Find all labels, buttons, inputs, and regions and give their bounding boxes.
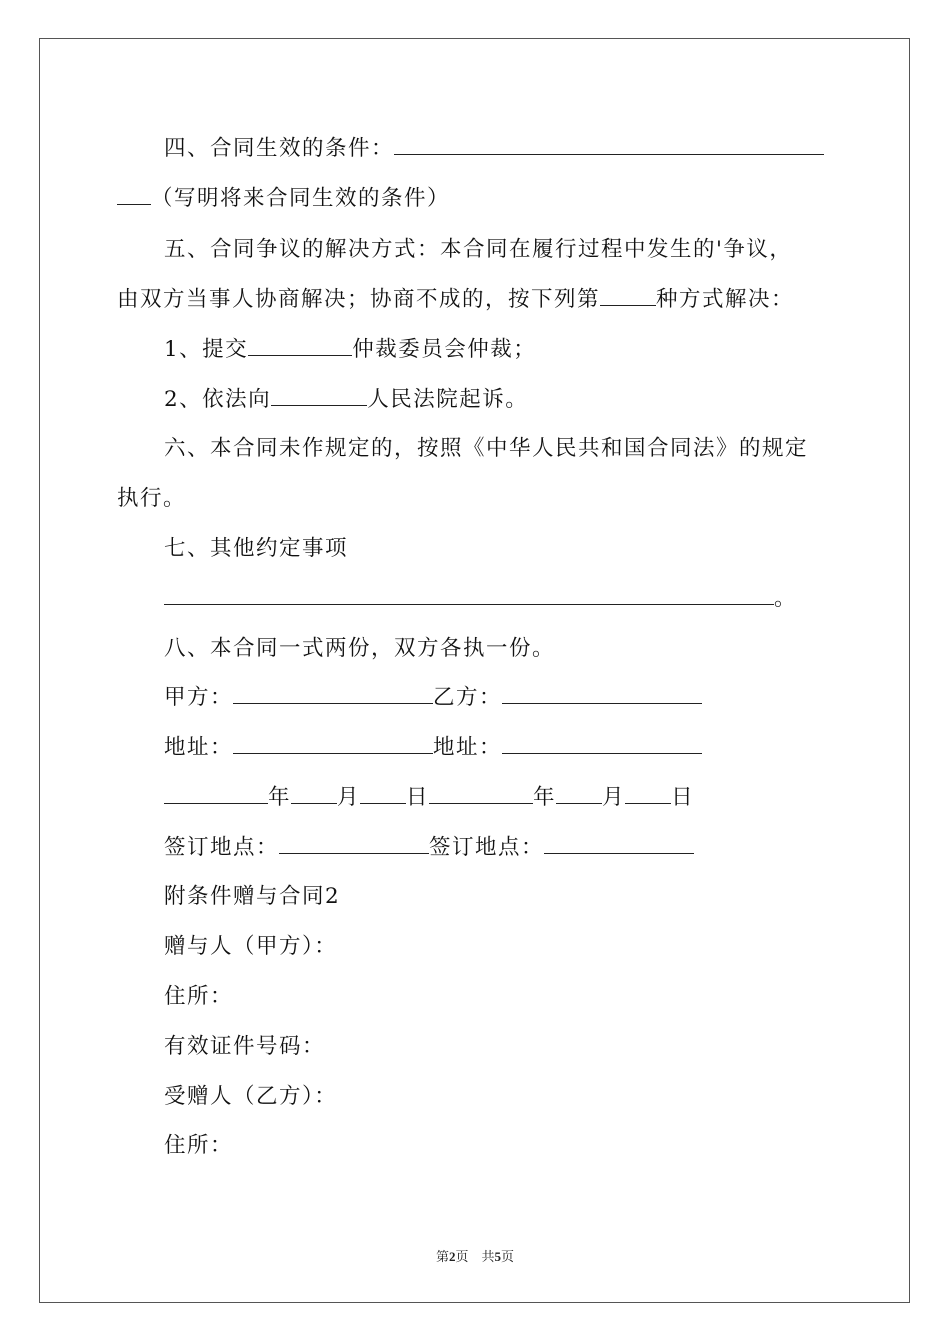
condition-blank (394, 134, 824, 155)
section-title: 附条件赠与合同2 (164, 884, 341, 909)
date-row (164, 783, 694, 813)
clause-5-cont-text-end: 种方式解决： (656, 287, 795, 312)
month-a-label: 月 (337, 785, 361, 810)
signing-place-a-blank (279, 833, 429, 854)
donor-residence-label: 住所： (164, 984, 234, 1009)
clause-4-note (117, 184, 450, 214)
clause-6-cont: 执行。 (117, 486, 187, 511)
day-b-blank (625, 783, 671, 804)
court-blank (271, 385, 367, 406)
footer-mid: 页 共 (455, 1249, 495, 1264)
clause-5: 五、合同争议的解决方式：本合同在履行过程中发生的'争议， (164, 237, 793, 262)
year-a-label: 年 (268, 785, 292, 810)
address-b-blank (502, 733, 702, 754)
party-b-label: 乙方： (433, 685, 503, 710)
donee-residence-label: 住所： (164, 1133, 234, 1158)
signing-place-row (164, 833, 694, 863)
option-1 (164, 335, 536, 365)
page-number: 2 (448, 1249, 456, 1264)
signing-place-b-blank (544, 833, 694, 854)
footer-prefix: 第 (435, 1249, 449, 1264)
month-b-blank (556, 783, 602, 804)
party-a-label: 甲方： (164, 685, 234, 710)
day-a-label: 日 (406, 785, 430, 810)
clause-6: 六、本合同未作规定的，按照《中华人民共和国合同法》的规定 (164, 436, 809, 461)
address-b-label: 地址： (433, 735, 503, 760)
footer-suffix: 页 (501, 1249, 515, 1264)
option-1-text: 1、提交 (164, 337, 249, 362)
option-1-text-end: 仲裁委员会仲裁； (352, 337, 537, 362)
party-row (164, 683, 702, 713)
month-a-blank (291, 783, 337, 804)
year-b-blank (429, 783, 533, 804)
clause-5-cont-text: 由双方当事人协商解决；协商不成的，按下列第 (117, 287, 601, 312)
page-border (39, 38, 910, 1303)
year-a-blank (164, 783, 268, 804)
option-2 (164, 385, 528, 415)
page-total: 5 (494, 1249, 501, 1264)
clause-4-note-text: （写明将来合同生效的条件） (151, 186, 451, 211)
clause-4-text: 四、合同生效的条件： (164, 136, 395, 161)
option-2-text-end: 人民法院起诉。 (367, 387, 529, 412)
signing-place-a-label: 签订地点： (164, 835, 280, 860)
party-a-blank (233, 683, 433, 704)
period: 。 (774, 586, 798, 611)
clause-5-cont (117, 285, 794, 315)
address-a-label: 地址： (164, 735, 234, 760)
address-row (164, 733, 702, 763)
address-a-blank (233, 733, 433, 754)
other-matters-blank (164, 584, 774, 605)
day-a-blank (360, 783, 406, 804)
donor-label: 赠与人（甲方）： (164, 934, 338, 959)
clause-4 (164, 134, 824, 164)
method-number-blank (600, 285, 656, 306)
year-b-label: 年 (533, 785, 557, 810)
arbitration-blank (248, 335, 352, 356)
signing-place-b-label: 签订地点： (429, 835, 545, 860)
id-number-label: 有效证件号码： (164, 1034, 326, 1059)
party-b-blank (502, 683, 702, 704)
day-b-label: 日 (671, 785, 695, 810)
month-b-label: 月 (602, 785, 626, 810)
donee-label: 受赠人（乙方）： (164, 1084, 338, 1109)
clause-7: 七、其他约定事项 (164, 536, 349, 561)
clause-8: 八、本合同一式两份，双方各执一份。 (164, 636, 556, 661)
page-footer (0, 1246, 950, 1265)
option-2-text: 2、依法向 (164, 387, 272, 412)
clause-7-blank-line (164, 584, 797, 614)
condition-blank-cont (117, 184, 151, 205)
